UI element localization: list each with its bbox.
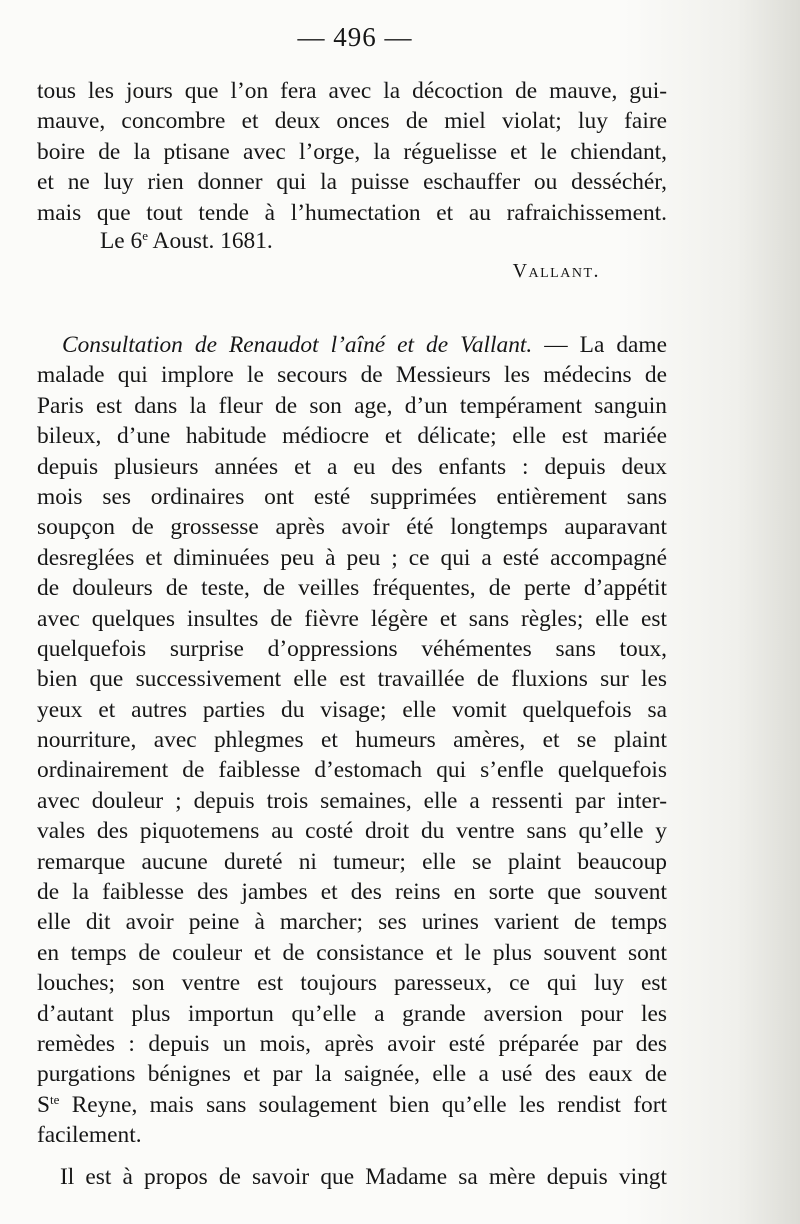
consultation-first-line [37, 330, 667, 360]
text-line: remèdes : depuis un mois, après avoir esté préparée par des [37, 1030, 667, 1057]
date-suffix: Aoust. 1681. [148, 228, 273, 254]
text-line: vales des piquotemens au costé droit du ventre sans qu’elle y [37, 818, 667, 845]
text-line: avec quelques insultes de fièvre légère et sans règles; elle est [37, 605, 667, 632]
saint-rest: Reyne, mais sans soulagement bien qu’elle les rendist fort [59, 1091, 667, 1118]
text-line: ordinairement de faiblesse d’estomach qui s’enfle quelquefois [37, 757, 667, 784]
text-line: louches; son ventre est toujours paresseux, ce qui luy est [37, 970, 667, 997]
text-line: et ne luy rien donner qui la puisse eschauffer ou desséchér, [37, 169, 667, 196]
consultation-heading: Consultation de Renaudot l’aîné et de Vallant. [62, 332, 533, 358]
text-line: desreglées et diminuées peu à peu ; ce qui a esté accompagné [37, 544, 667, 571]
text-line: facilement. [37, 1122, 142, 1149]
date-prefix: Le 6 [100, 228, 143, 254]
text-line: elle dit avoir peine à marcher; ses urines varient de temps [37, 909, 667, 936]
text-line: en temps de couleur et de consistance et le plus souvent sont [37, 939, 667, 966]
text-line: nourriture, avec phlegmes et humeurs amères, et se plaint [37, 727, 667, 754]
text-line: quelquefois surprise d’oppressions véhémentes sans toux, [37, 635, 667, 662]
text-line: yeux et autres parties du visage; elle vomit quelquefois sa [37, 696, 667, 723]
text-line: mois ses ordinaires ont esté supprimées entièrement sans [37, 483, 667, 510]
text-line: Paris est dans la fleur de son age, d’un tempérament sanguin [37, 392, 667, 419]
saint-reyne-line [37, 1090, 667, 1120]
text-line: mauve, concombre et deux onces de miel violat; luy faire [37, 108, 667, 135]
text-line: malade qui implore le secours de Messieurs les médecins de [37, 362, 667, 389]
signature: Vallant. [512, 260, 600, 282]
text-line: d’autant plus importun qu’elle a grande aversion pour les [37, 1000, 667, 1027]
consultation-first-line-rest: — La dame [532, 332, 667, 358]
text-line: avec douleur ; depuis trois semaines, elle a ressenti par inter- [37, 787, 667, 814]
saint-prefix: S [37, 1091, 51, 1118]
text-line: mais que tout tende à l’humectation et au rafraichissement. [37, 199, 667, 226]
text-line: bileux, d’une habitude médiocre et délicate; elle est mariée [37, 423, 667, 450]
final-paragraph-line: Il est à propos de savoir que Madame sa mère depuis vingt [60, 1164, 667, 1190]
saint-superscript: te [50, 1091, 60, 1107]
page-number: — 496 — [297, 22, 413, 52]
text-line: bien que successivement elle est travaillée de fluxions sur les [37, 666, 667, 693]
text-line: depuis plusieurs années et a eu des enfants : depuis deux [37, 453, 667, 480]
text-line: tous les jours que l’on fera avec la décoction de mauve, gui- [37, 78, 667, 104]
text-line: de douleurs de teste, de veilles fréquentes, de perte d’appétit [37, 575, 667, 602]
text-line: remarque aucune dureté ni tumeur; elle se plaint beaucoup [37, 848, 667, 875]
text-line: soupçon de grossesse après avoir été longtemps auparavant [37, 514, 667, 541]
date-line [100, 228, 273, 255]
date-superscript: e [142, 228, 148, 243]
first-paragraph [37, 76, 667, 228]
text-line: boire de la ptisane avec l’orge, la réguelisse et le chiendant, [37, 138, 667, 165]
text-line: de la faiblesse des jambes et des reins en sorte que souvent [37, 879, 667, 906]
consultation-paragraph [37, 330, 667, 1151]
text-line: purgations bénignes et par la saignée, elle a usé des eaux de [37, 1061, 667, 1088]
